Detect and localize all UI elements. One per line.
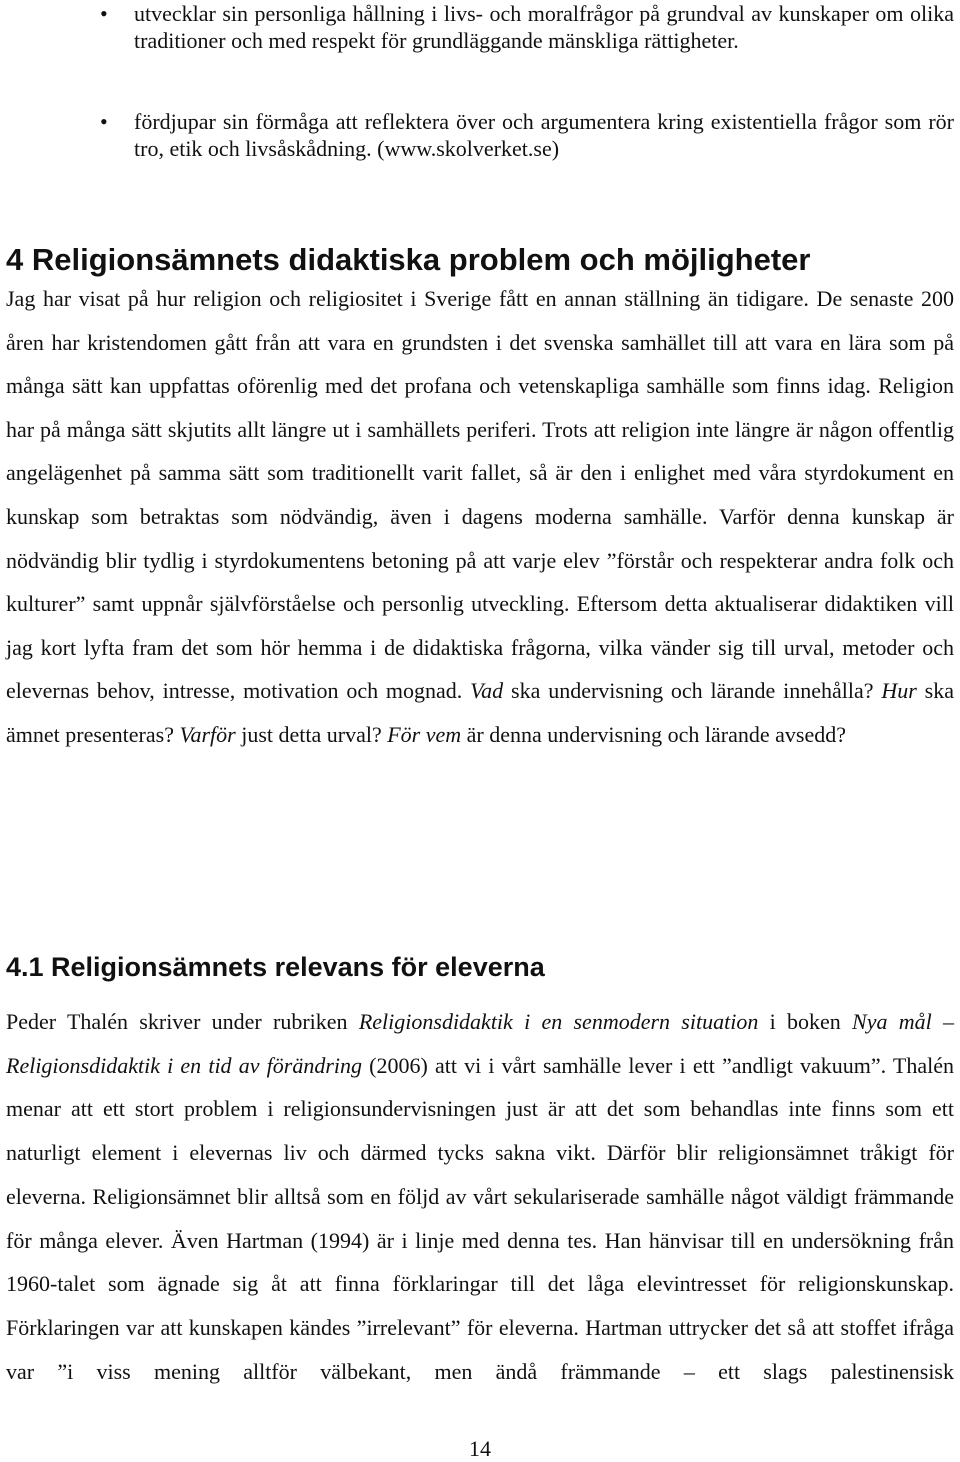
bullet-text: utvecklar sin personliga hållning i livs- och moralfrågor på grundval av kunskaper om olika traditioner och med respekt för grundläggande mänskliga rättigheter. xyxy=(134,1,954,53)
paragraph-text: är denna undervisning och lärande avsedd? xyxy=(461,721,847,747)
paragraph-text: i boken xyxy=(758,1009,853,1034)
body-paragraph xyxy=(6,277,954,757)
paragraph-text: Jag har visat på hur religion och religiositet i Sverige fått en annan ställning än tidigare. De senaste 200 åren har kristendomen gått från att vara en grundsten i det svenska samhället till att vara en lära som på många sätt kan uppfattas oförenlig med det profana och vetenskapliga samhälle som finns idag. Religion har på många sätt skjutits allt längre ut i samhällets periferi. Trots att religion inte längre är någon offentlig angelägenhet på samma sätt som traditionellt varit fallet, så är den i enlighet med våra styrdokument en kunskap som betraktas som nödvändig, även i dagens moderna samhälle. Varför denna kunskap är nödvändig blir tydlig i styrdokumentens betoning på att varje elev ”förstår och respekterar andra folk och kulturer” samt uppnår självförståelse och personlig utveckling. Eftersom detta aktualiserar didaktiken vill jag kort lyfta fram det som hör hemma i de didaktiska frågorna, vilka vänder sig till urval, metoder och elevernas behov, intresse, motivation och mognad. xyxy=(6,286,954,704)
question-word: Hur xyxy=(881,678,917,704)
paragraph-text: (2006) att vi i vårt samhälle lever i ett ”andligt vakuum”. Thalén menar att ett stort problem i religionsundervisningen just är att det som behandlas inte finns som ett naturligt element i elevernas liv och därmed tycks sakna vikt. Därför blir religionsämnet tråkigt för eleverna. Religionsämnet blir alltså som en följd av vårt sekulariserade samhälle något väldigt främmande för många elever. Även Hartman (1994) är i linje med denna tes. Han hänvisar till en undersökning från 1960-talet som ägnade sig åt att finna förklaringar till det låga elevintresset för religionskunskap. Förklaringen var att kunskapen kändes ”irrelevant” för eleverna. Hartman uttrycker det så att stoffet ifråga var ”i viss mening alltför välbekant, men ändå främmande – ett slags palestinensisk xyxy=(6,1052,954,1384)
bullet-icon: • xyxy=(100,1,108,26)
paragraph-text: ska undervisning och lärande innehålla? xyxy=(503,678,882,704)
bullet-icon: • xyxy=(100,109,108,134)
page-number: 14 xyxy=(469,1436,491,1461)
bullet-list-item xyxy=(6,0,954,54)
bullet-text: fördjupar sin förmåga att reflektera över och argumentera kring existentiella frågor som rör tro, etik och livsåskådning. (www.skolverket.se) xyxy=(134,109,954,161)
subsection-heading: 4.1 Religionsämnets relevans för eleverna xyxy=(6,952,545,982)
paragraph-text: ska ämnet presenteras? xyxy=(6,678,954,747)
question-word: Varför xyxy=(179,721,236,747)
question-word: För vem xyxy=(387,721,462,747)
bullet-list-item xyxy=(6,108,954,162)
cited-book-title: Nya mål – Religionsdidaktik i en tid av förändring xyxy=(6,1009,954,1078)
body-paragraph xyxy=(6,1000,954,1393)
section-heading: 4 Religionsämnets didaktiska problem och möjligheter xyxy=(6,242,811,277)
question-word: Vad xyxy=(470,678,504,704)
cited-title: Religionsdidaktik i en senmodern situation xyxy=(358,1009,759,1034)
paragraph-text: Peder Thalén skriver under rubriken xyxy=(6,1009,359,1034)
paragraph-text: just detta urval? xyxy=(235,721,388,747)
